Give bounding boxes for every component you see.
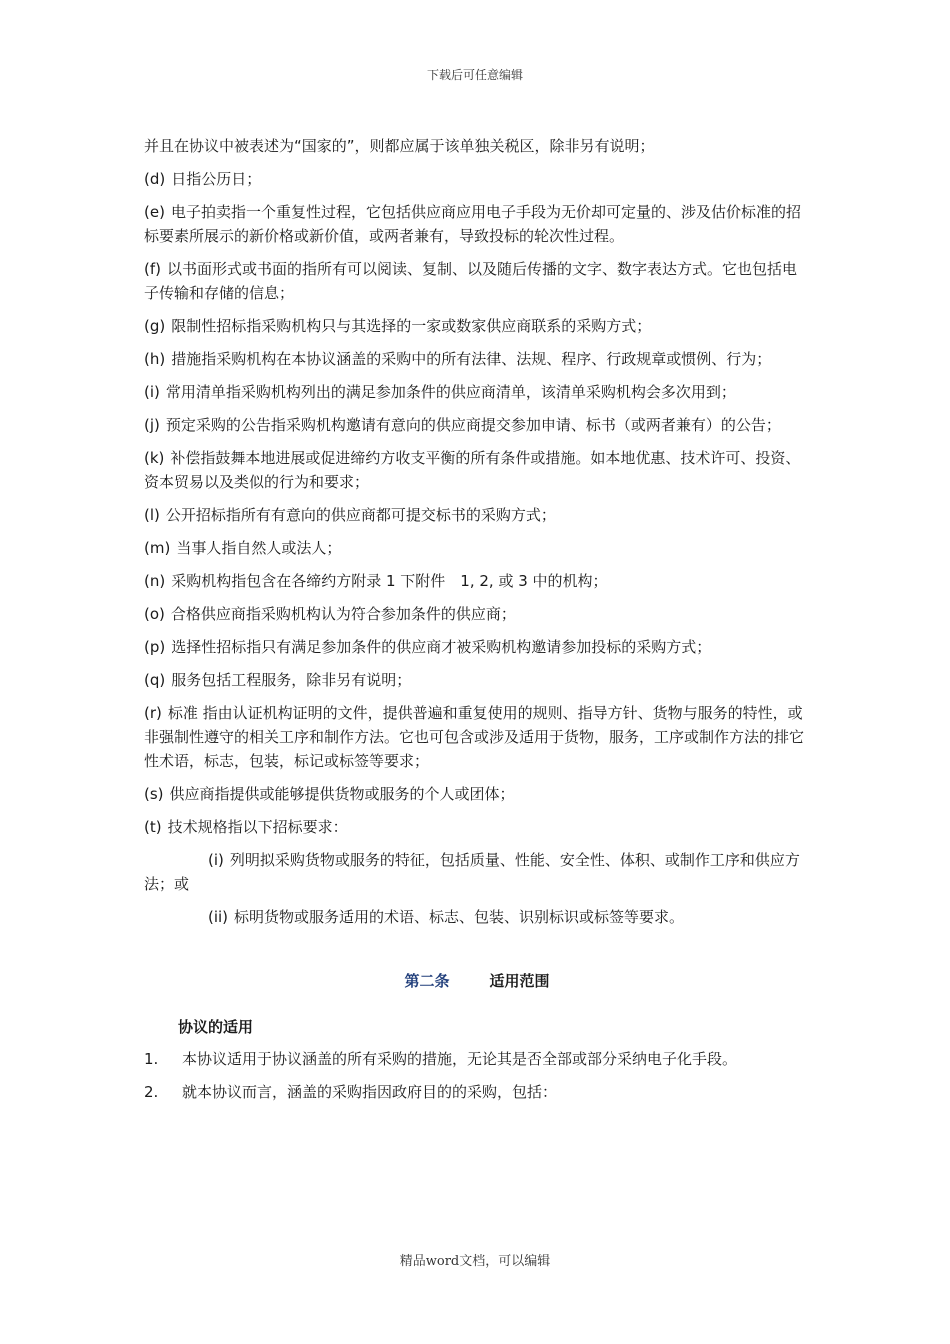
article-title: 适用范围 <box>489 972 550 990</box>
item-text: 以书面形式或书面的指所有可以阅读、复制、以及随后传播的文字、数字表达方式。它也包括电子传输和存储的信息； <box>144 260 798 302</box>
sub-item <box>144 905 810 929</box>
definitions-list <box>144 167 810 839</box>
definition-item <box>144 668 810 692</box>
document-body <box>144 134 810 1113</box>
item-text: 标准 指由认证机构证明的文件，提供普遍和重复使用的规则、指导方针、货物与服务的特性，或非强制性遵守的相关工序和制作方法。它也可包含或涉及适用于货物，服务，工序或制作方法的排它性术语，标志，包装，标记或标签等要求； <box>144 704 805 770</box>
definition-item <box>144 413 810 437</box>
definition-item <box>144 602 810 626</box>
item-label: (r) <box>144 704 162 722</box>
item-text: 技术规格指以下招标要求： <box>167 818 348 836</box>
definition-item <box>144 503 810 527</box>
definition-item <box>144 782 810 806</box>
item-label: (i) <box>208 851 224 869</box>
list-item <box>144 1047 810 1071</box>
definition-item <box>144 314 810 338</box>
item-text: 本协议适用于协议涵盖的所有采购的措施，无论其是否全部或部分采纳电子化手段。 <box>182 1050 738 1068</box>
item-text: 措施指采购机构在本协议涵盖的采购中的所有法律、法规、程序、行政规章或惯例、行为； <box>171 350 772 368</box>
item-text: 供应商指提供或能够提供货物或服务的个人或团体； <box>169 785 515 803</box>
item-label: 2. <box>144 1083 159 1101</box>
item-text: 电子拍卖指一个重复性过程，它包括供应商应用电子手段为无价却可定量的、涉及估价标准的招标要素所展示的新价格或新价值，或两者兼有，导致投标的轮次性过程。 <box>144 203 801 245</box>
section-heading: 协议的适用 <box>178 1018 254 1036</box>
item-text: 列明拟采购货物或服务的特征，包括质量、性能、安全性、体积、或制作工序和供应方法；或 <box>144 851 800 893</box>
page-header: 下载后可任意编辑 <box>426 68 523 82</box>
numbered-list <box>144 1047 810 1104</box>
page-footer: 精品word文档，可以编辑 <box>399 1254 551 1269</box>
item-label: (f) <box>144 260 161 278</box>
item-label: (ii) <box>208 908 229 926</box>
item-text: 日指公历日； <box>171 170 262 188</box>
definition-item <box>144 200 810 248</box>
item-label: 1. <box>144 1050 159 1068</box>
definition-item <box>144 536 810 560</box>
intro-paragraph: 并且在协议中被表述为“国家的”，则都应属于该单独关税区，除非另有说明； <box>144 137 655 155</box>
item-text: 服务包括工程服务，除非另有说明； <box>171 671 412 689</box>
article-number: 第二条 <box>404 972 450 990</box>
definition-item <box>144 257 810 305</box>
item-label: (q) <box>144 671 166 689</box>
item-text: 采购机构指包含在各缔约方附录 1 下附件 1, 2, 或 3 中的机构； <box>171 572 608 590</box>
item-label: (d) <box>144 170 166 188</box>
definition-item <box>144 569 810 593</box>
item-text: 预定采购的公告指采购机构邀请有意向的供应商提交参加申请、标书（或两者兼有）的公告； <box>165 416 781 434</box>
item-label: (p) <box>144 638 166 656</box>
definition-item <box>144 167 810 191</box>
item-text: 选择性招标指只有满足参加条件的供应商才被采购机构邀请参加投标的采购方式； <box>171 638 712 656</box>
definition-item <box>144 635 810 659</box>
item-label: (g) <box>144 317 166 335</box>
definition-item <box>144 347 810 371</box>
definition-item <box>144 815 810 839</box>
item-label: (l) <box>144 506 160 524</box>
item-text: 限制性招标指采购机构只与其选择的一家或数家供应商联系的采购方式； <box>171 317 652 335</box>
list-item <box>144 1080 810 1104</box>
definition-item <box>144 701 810 773</box>
item-label: (i) <box>144 383 160 401</box>
item-text: 常用清单指采购机构列出的满足参加条件的供应商清单，该清单采购机构会多次用到； <box>165 383 736 401</box>
item-label: (n) <box>144 572 166 590</box>
item-label: (k) <box>144 449 165 467</box>
definition-item <box>144 380 810 404</box>
item-text: 当事人指自然人或法人； <box>176 539 342 557</box>
item-label: (m) <box>144 539 171 557</box>
item-text: 合格供应商指采购机构认为符合参加条件的供应商； <box>170 605 516 623</box>
item-text: 就本协议而言，涵盖的采购指因政府目的的采购，包括： <box>182 1083 558 1101</box>
item-text: 补偿指鼓舞本地进展或促进缔约方收支平衡的所有条件或措施。如本地优惠、技术许可、投资、资本贸易以及类似的行为和要求； <box>144 449 801 491</box>
sub-items-list <box>144 848 810 929</box>
article-heading <box>144 969 810 993</box>
item-label: (h) <box>144 350 166 368</box>
item-label: (e) <box>144 203 165 221</box>
item-label: (o) <box>144 605 165 623</box>
item-text: 标明货物或服务适用的术语、标志、包装、识别标识或标签等要求。 <box>234 908 685 926</box>
definition-item <box>144 446 810 494</box>
item-label: (j) <box>144 416 160 434</box>
sub-item <box>144 848 810 896</box>
item-text: 公开招标指所有有意向的供应商都可提交标书的采购方式； <box>165 506 556 524</box>
item-label: (s) <box>144 785 164 803</box>
item-label: (t) <box>144 818 162 836</box>
